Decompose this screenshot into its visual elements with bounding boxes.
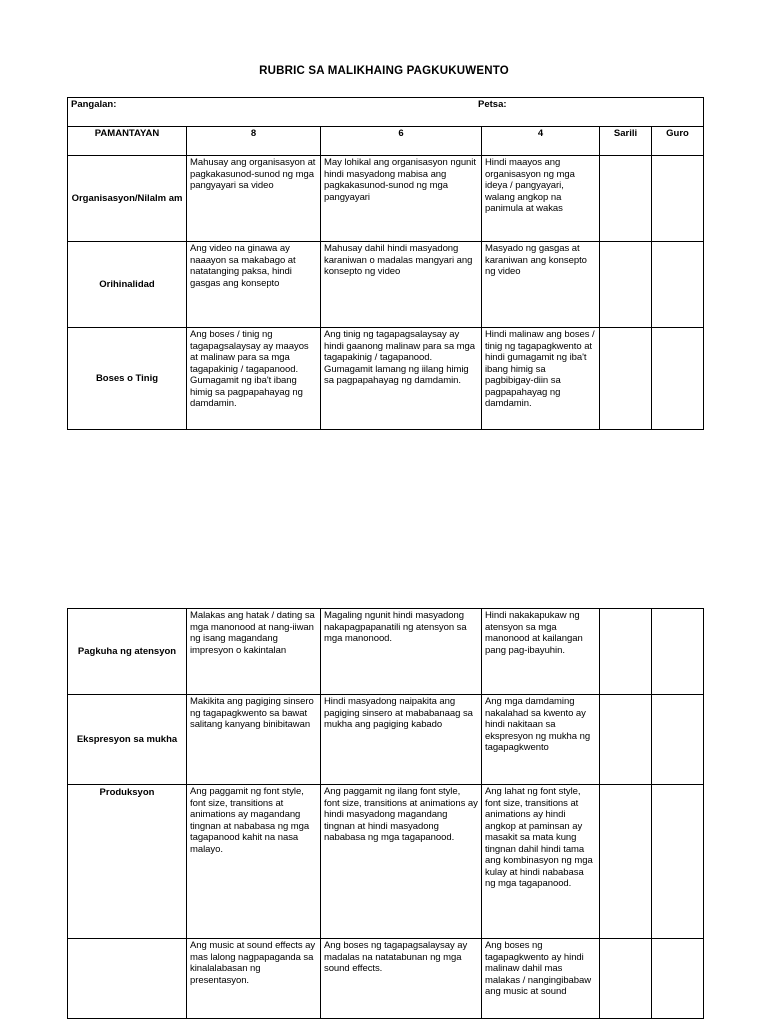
- rubric-table-top: [67, 97, 704, 430]
- desc-4: Hindi nakakapukaw ng atensyon sa mga manonood at kailangan pang pag-ibayuhin.: [482, 609, 600, 695]
- desc-8: Ang video na ginawa ay naaayon sa makabago at natatanging paksa, hindi gasgas ang konsepto: [187, 242, 321, 328]
- teacher-score-cell[interactable]: [652, 939, 704, 1019]
- teacher-score-cell[interactable]: [652, 609, 704, 695]
- criterion-organisasyon: Organisasyon/Nilalm am: [68, 156, 187, 242]
- criterion-produksyon: Produksyon: [68, 785, 187, 939]
- desc-8: Ang boses / tinig ng tagapagsalaysay ay maayos at malinaw para sa mga tagapakinig / tagapanood. Gumagamit ng iba't ibang himig sa pagpapahayag ng damdamin.: [187, 328, 321, 430]
- desc-6: May lohikal ang organisasyon ngunit hindi masyadong mabisa ang pagkakasunod-sunod ng mga pangyayari: [321, 156, 482, 242]
- self-score-cell[interactable]: [600, 156, 652, 242]
- desc-4: Ang mga damdaming nakalahad sa kwento ay hindi nakitaan sa ekspresyon ng mukha ng tagapagkwento: [482, 695, 600, 785]
- name-label: Pangalan:: [71, 99, 117, 110]
- teacher-score-cell[interactable]: [652, 242, 704, 328]
- table-row: [68, 328, 704, 430]
- desc-4: Ang lahat ng font style, font size, transitions at animations ay hindi angkop at paminsan ay masakit sa mata kung tingnan dahil hindi tama ang kombinasyon ng mga kulay at hindi nababasa ng mga tagapanood.: [482, 785, 600, 939]
- desc-8: Makikita ang pagiging sinsero ng tagapagkwento sa bawat salitang kanyang binibitawan: [187, 695, 321, 785]
- header-criteria: PAMANTAYAN: [68, 127, 187, 156]
- criterion-ekspresyon: Ekspresyon sa mukha: [68, 695, 187, 785]
- desc-4: Ang boses ng tagapagkwento ay hindi malinaw dahil mas malakas / nangingibabaw ang music at sound: [482, 939, 600, 1019]
- desc-8: Mahusay ang organisasyon at pagkakasunod-sunod ng mga pangyayari sa video: [187, 156, 321, 242]
- date-label: Petsa:: [478, 99, 507, 110]
- self-score-cell[interactable]: [600, 242, 652, 328]
- table-row: [68, 785, 704, 939]
- desc-6: Hindi masyadong naipakita ang pagiging sinsero at mababanaag sa mukha ang pagiging kabado: [321, 695, 482, 785]
- desc-6: Ang tinig ng tagapagsalaysay ay hindi gaanong malinaw para sa mga tagapakinig / tagapanood. Gumagamit lamang ng iilang himig sa pagpapahayag ng damdamin.: [321, 328, 482, 430]
- desc-4: Masyado ng gasgas at karaniwan ang konsepto ng video: [482, 242, 600, 328]
- teacher-score-cell[interactable]: [652, 785, 704, 939]
- criterion-boses: Boses o Tinig: [68, 328, 187, 430]
- rubric-table-bottom: [67, 608, 704, 1019]
- criterion-empty: [68, 939, 187, 1019]
- desc-6: Magaling ngunit hindi masyadong nakapagpapanatili ng atensyon sa mga manonood.: [321, 609, 482, 695]
- name-date-row: [68, 98, 704, 127]
- desc-8: Ang paggamit ng font style, font size, transitions at animations ay magandang tingnan at nababasa ng mga tagapanood kahit na nasa malayo.: [187, 785, 321, 939]
- self-score-cell[interactable]: [600, 609, 652, 695]
- page-title: RUBRIC SA MALIKHAING PAGKUKUWENTO: [259, 65, 509, 77]
- name-date-cell: [68, 98, 704, 127]
- self-score-cell[interactable]: [600, 695, 652, 785]
- desc-6: Ang paggamit ng ilang font style, font size, transitions at animations ay hindi masyadong magandang tingnan at hindi masyadong nababasa ng mga tagapanood.: [321, 785, 482, 939]
- criterion-pagkuha: Pagkuha ng atensyon: [68, 609, 187, 695]
- teacher-score-cell[interactable]: [652, 328, 704, 430]
- table-row: [68, 695, 704, 785]
- desc-6: Ang boses ng tagapagsalaysay ay madalas na natatabunan ng mga sound effects.: [321, 939, 482, 1019]
- header-score-6: 6: [321, 127, 482, 156]
- teacher-score-cell[interactable]: [652, 695, 704, 785]
- table-row: [68, 939, 704, 1019]
- header-score-8: 8: [187, 127, 321, 156]
- header-score-4: 4: [482, 127, 600, 156]
- self-score-cell[interactable]: [600, 328, 652, 430]
- header-self: Sarili: [600, 127, 652, 156]
- table-row: [68, 156, 704, 242]
- teacher-score-cell[interactable]: [652, 156, 704, 242]
- table-row: [68, 242, 704, 328]
- desc-4: Hindi maayos ang organisasyon ng mga ideya / pangyayari, walang angkop na panimula at wakas: [482, 156, 600, 242]
- desc-4: Hindi malinaw ang boses / tinig ng tagapagkwento at hindi gumagamit ng iba't ibang himig sa pagbibigay-diin sa pagpapahayag ng damdamin.: [482, 328, 600, 430]
- self-score-cell[interactable]: [600, 939, 652, 1019]
- desc-8: Malakas ang hatak / dating sa mga manonood at nang-iiwan ng isang magandang impresyon o kakintalan: [187, 609, 321, 695]
- header-row: [68, 127, 704, 156]
- table-row: [68, 609, 704, 695]
- self-score-cell[interactable]: [600, 785, 652, 939]
- desc-8: Ang music at sound effects ay mas lalong nagpapaganda sa kinalalabasan ng presentasyon.: [187, 939, 321, 1019]
- header-teacher: Guro: [652, 127, 704, 156]
- criterion-orihinalidad: Orihinalidad: [68, 242, 187, 328]
- desc-6: Mahusay dahil hindi masyadong karaniwan o madalas mangyari ang konsepto ng video: [321, 242, 482, 328]
